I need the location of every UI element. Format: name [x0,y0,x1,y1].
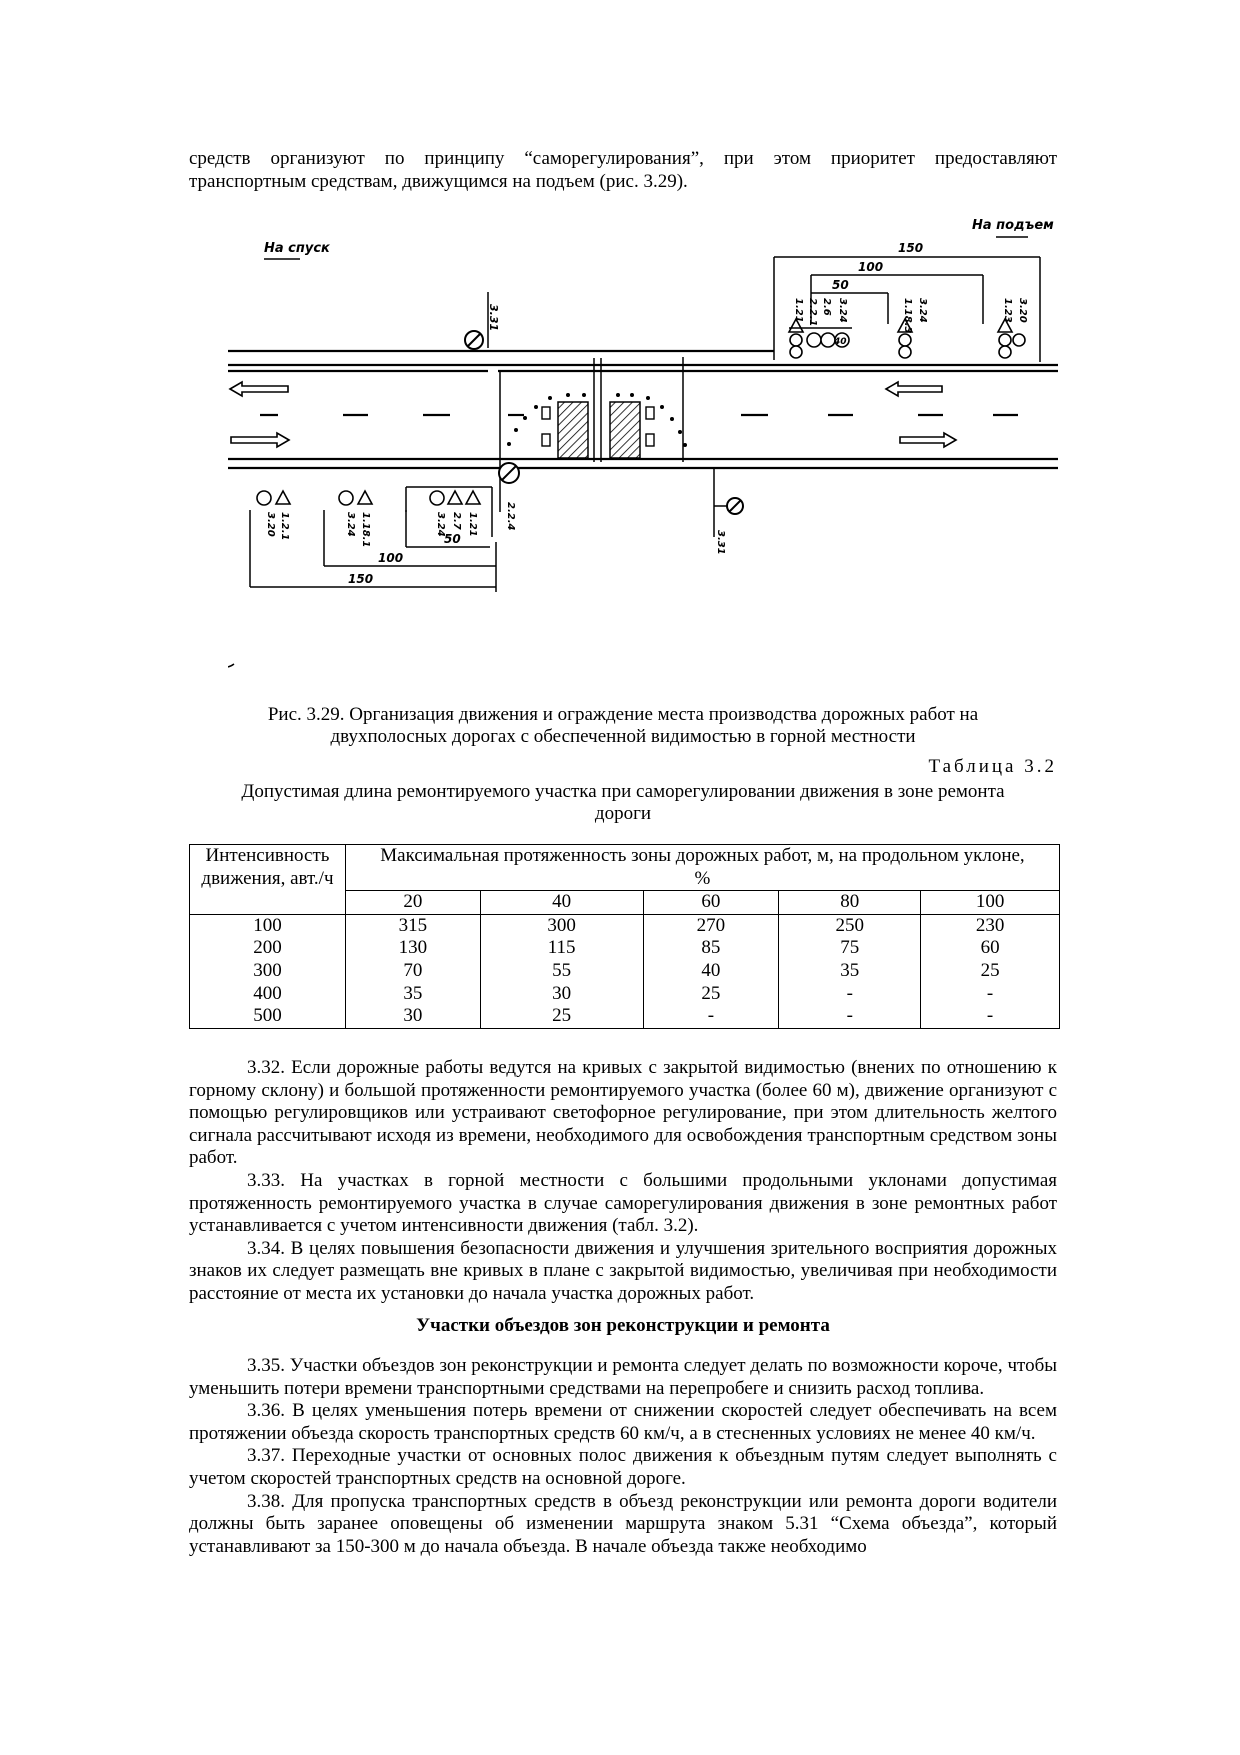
paragraph-3-33: 3.33. На участках в горной местности с большими продольными уклонами допустимая протяженность ремонтируемого участка в случае саморегулирования движения в зоне ремонтных работ устанавливается с учетом интенсивности движения (табл. 3.2). [189,1169,1057,1237]
table-cell: 35 [403,982,423,1004]
top-group1-code-1: 1.21 [793,298,804,323]
table-cell: 300 [253,959,282,981]
table-cell: 60 [980,937,1000,959]
table-cell: 300 [547,914,576,936]
header-intensity [190,845,346,915]
figure-caption [189,704,1057,748]
table-cell: 70 [403,959,423,981]
dim-150-top: 150 [898,241,924,255]
table-cell: 30 [403,1005,423,1027]
header-intensity-line-1: Интенсивность [205,845,330,866]
table-cell: 35 [840,959,860,981]
paragraph-3-37: 3.37. Переходные участки от основных полос движения к объездным путям следует выполнять с учетом скоростей транспортных средств на основной дороге. [189,1445,1057,1489]
table-cell: 200 [253,937,282,959]
header-max-length-line-2: % [694,867,711,889]
section-heading: Участки объездов зон реконструкции и ремонта [416,1315,830,1336]
top-group3-code-2: 3.20 [1017,298,1028,323]
bot-group1-code-1: 3.20 [265,512,276,537]
bot-group2-code-2: 1.18.1 [360,512,371,548]
table-cell: - [846,982,853,1004]
table-cell: 75 [840,937,860,959]
sign-code-331-bottom: 3.31 [715,530,726,555]
table-cell: 270 [696,914,726,936]
paragraph-3-34: 3.34. В целях повышения безопасности движения и улучшения зрительного восприятия дорожных знаков их следует размещать вне кривых в плане с закрытой видимостью, увеличивая при необходимости расстояние от места их установки до начала участка дорожных работ. [189,1237,1057,1304]
header-max-length-line-1: Максимальная протяженность зоны дорожных работ, м, на продольном уклоне, [380,845,1025,866]
table-cell: 85 [701,937,721,959]
dim-100-top: 100 [858,260,884,274]
dim-150-bottom: 150 [348,572,374,586]
table-cell: - [986,1005,994,1027]
bot-group2-code-1: 3.24 [345,512,356,537]
paragraph-3-36: 3.36. В целях уменьшения потерь времени от снижении скоростей следует обеспечивать на всем протяжении объезда скорость транспортных средств 60 км/ч, а в стесненных условиях не менее 40 км/ч. [189,1400,1057,1444]
bot-group1-code-2: 1.2.1 [279,512,290,541]
table-label: Таблица 3.2 [928,756,1057,777]
table-cell: 30 [552,982,572,1004]
label-uphill: На подъем [972,218,1054,233]
top-group3-code-1: 1.23 [1002,298,1013,323]
table-cell: 25 [980,959,1000,981]
slope-header: 60 [643,891,779,915]
table-cell: 250 [835,914,864,936]
header-max-length [345,845,1059,891]
paragraph-3-38: 3.38. Для пропуска транспортных средств в объезд реконструкции или ремонта дороги водители должны быть заранее оповещены об изменении маршрута знаком 5.31 “Схема объезда”, который устанавливают за 150-300 м до начала объезда. В начале объезда также необходимо [189,1490,1057,1557]
road-works-diagram [228,212,1058,677]
table-title-line-1: Допустимая длина ремонтируемого участка при саморегулировании движения в зоне ремонта [241,781,1005,802]
table-cell: - [707,1005,715,1027]
table-cell: 115 [547,937,576,959]
top-group1-code-4: 3.24 [837,298,848,323]
table-cell: 130 [398,937,428,959]
table-title [189,781,1057,825]
table-cell: - [846,1005,853,1027]
top-group1-code-2: 2.2.1 [807,298,818,327]
bot-group3-code-3: 1.21 [467,512,478,537]
caption-line-2: двухполосных дорогах с обеспеченной видимостью в горной местности [330,726,916,747]
length-table [189,844,1060,1029]
paragraph-3-32: 3.32. Если дорожные работы ведутся на кривых с закрытой видимостью (внених по отношению к горному склону) и большой протяженности ремонтируемого участка (более 60 м), движение организуют с помощью регулировщиков или устраивают светофорное регулирование, при этом длительность желтого сигнала рассчитывают исходя из времени, необходимого для освобождения транспортным средством зоны работ. [189,1057,1057,1169]
table-cell: 500 [253,1005,282,1027]
label-downhill: На спуск [264,241,330,256]
dim-50-bottom: 50 [444,532,461,546]
table-cell: 55 [552,959,572,981]
top-group2-code-2: 3.24 [917,298,928,323]
slope-header: 80 [779,891,921,915]
slope-header: 40 [480,891,643,915]
top-group2-code-1: 1.18.3 [902,298,913,334]
table-cell: 400 [253,982,282,1004]
table-title-line-2: дороги [594,803,652,824]
bot-group3-code-1: 3.24 [435,512,446,537]
section-paragraphs-a [189,1057,1057,1306]
intro-paragraph: средств организуют по принципу “саморегулирования”, при этом приоритет предоставляют транспортным средствам, движущимся на подъем (рис. 3.29). [189,148,1057,192]
slope-header: 100 [921,891,1060,915]
speed-limit-40: 40 [834,337,847,347]
sign-code-224: 2.2.4 [505,502,516,531]
dim-100-bottom: 100 [378,551,404,565]
dim-50-top: 50 [832,278,849,292]
table-cell: 230 [975,914,1005,936]
section-paragraphs-b [189,1355,1057,1558]
bot-group3-code-2: 2.7 [451,512,462,530]
sign-code-331-top: 3.31 [487,304,500,332]
top-group1-code-3: 2.6 [821,298,832,316]
slope-header: 20 [345,891,480,915]
table-cell: 40 [701,959,721,981]
table-cell: 100 [253,914,282,936]
table-cell: 25 [701,982,721,1004]
table-cell: - [986,982,994,1004]
table-cell: 25 [552,1005,572,1027]
table-cell: 315 [398,914,428,936]
header-intensity-line-2: движения, авт./ч [201,867,334,889]
paragraph-3-35: 3.35. Участки объездов зон реконструкции и ремонта следует делать по возможности короче, чтобы уменьшить потери времени транспортными средствами на перепробеге и снизить расход топлива. [189,1355,1057,1399]
caption-line-1: Рис. 3.29. Организация движения и ограждение места производства дорожных работ на [267,704,979,725]
table-body-row [190,914,1060,1028]
